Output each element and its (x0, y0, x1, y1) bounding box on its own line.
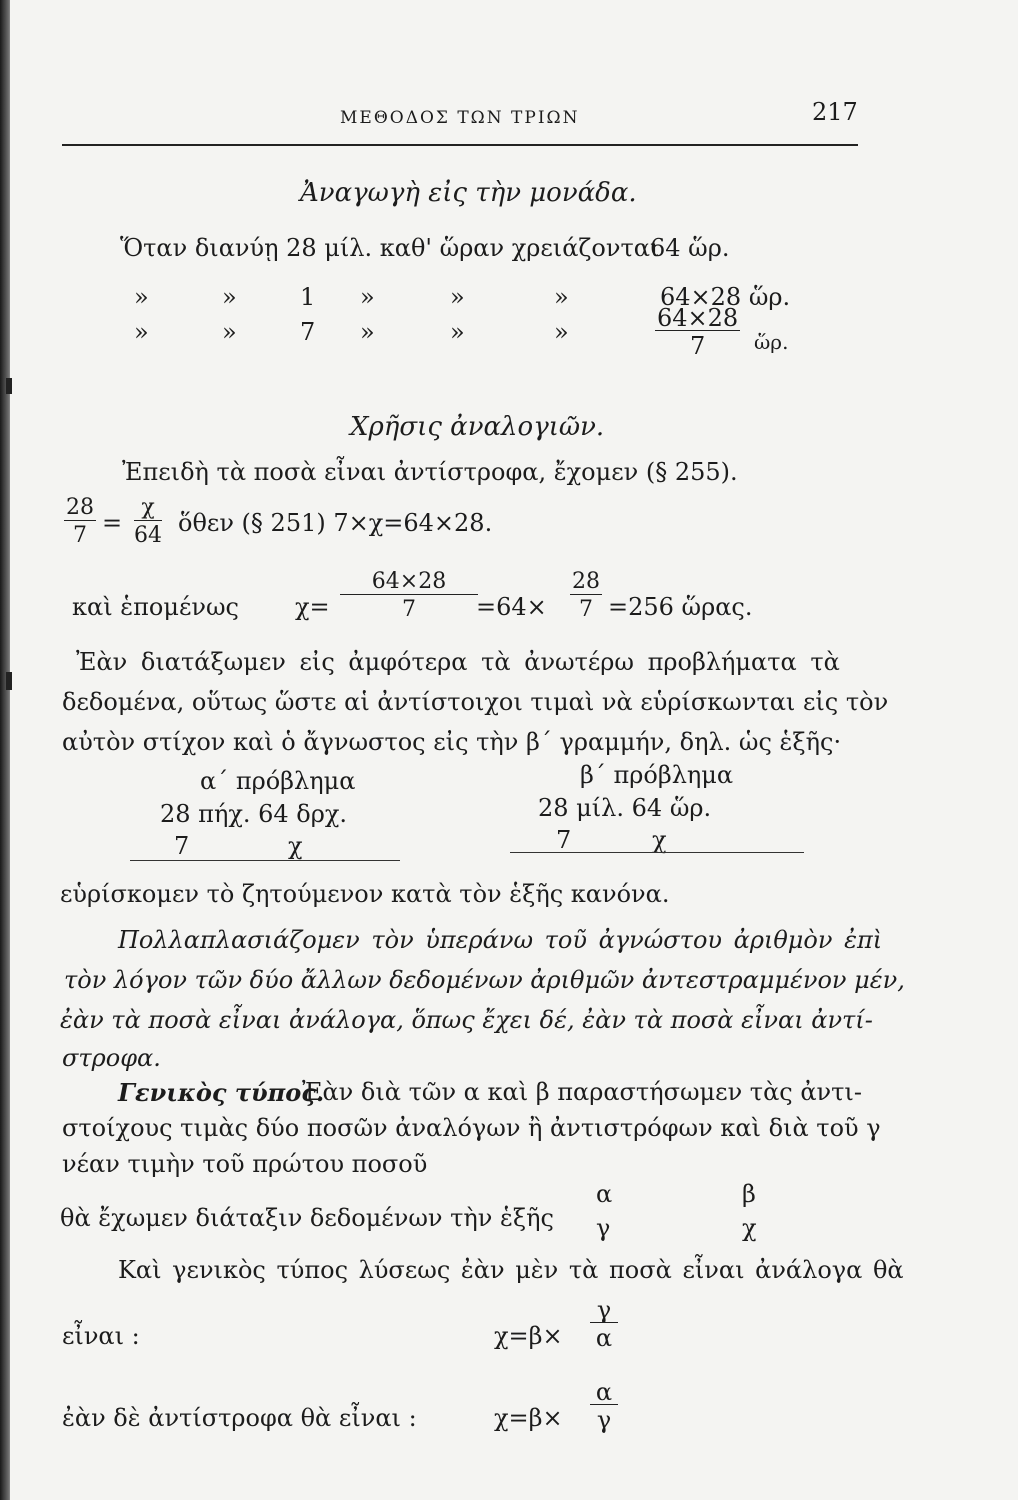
grid-x: χ (742, 1214, 757, 1242)
general-label: Γενικὸς τύπος. (118, 1078, 325, 1107)
eq2-mid: =64× (476, 593, 547, 621)
fraction-numerator: χ (141, 495, 155, 520)
fraction-numerator: 28 (66, 495, 94, 520)
eq2-label: καὶ ἑπομένως (72, 593, 239, 621)
ditto-mark: » (554, 283, 569, 311)
ditto-mark: » (222, 318, 237, 346)
formula2-label: ἐὰν δὲ ἀντίστροφα θὰ εἶναι : (62, 1404, 417, 1432)
header-rule (62, 144, 858, 146)
eq2-lhs: χ= (295, 593, 330, 621)
book-page (10, 0, 1018, 1500)
problem-b-n: 7 (556, 826, 572, 854)
eq1-equals: = (102, 509, 123, 537)
problem-b-x: χ (652, 826, 667, 854)
scan-mark (6, 378, 12, 394)
problem-a-x: χ (288, 832, 303, 860)
reduction-row2-value: 64×28 ὥρ. (660, 283, 791, 311)
ditto-mark: » (450, 283, 465, 311)
general-line1-rest: Ἐὰν διὰ τῶν α καὶ β παραστήσωμεν τὰς ἀντι- (302, 1078, 862, 1106)
grid-c: γ (596, 1214, 611, 1242)
eq1-rest: ὅθεν (§ 251) 7×χ=64×28. (178, 509, 493, 537)
fraction-numerator: 64×28 (657, 304, 739, 332)
ditto-mark: » (360, 283, 375, 311)
grid-a: α (596, 1180, 613, 1208)
ditto-mark: » (450, 318, 465, 346)
ditto-mark: » (134, 318, 149, 346)
eq2-result: =256 ὥρας. (608, 593, 753, 621)
eq1-left-fraction (64, 496, 96, 549)
formula2-fraction (590, 1380, 618, 1433)
eq2-fraction (340, 570, 478, 623)
paragraph1-line2: δεδομένα, οὕτως ὥστε αἱ ἀντίστοιχοι τιμαὶ νὰ εὑρίσκωνται εἰς τὸν (62, 688, 889, 716)
ditto-mark: » (134, 283, 149, 311)
proportions-intro: Ἐπειδὴ τὰ ποσὰ εἶναι ἀντίστροφα, ἔχομεν (§ 255). (122, 458, 738, 486)
solution-line: Καὶ γενικὸς τύπος λύσεως ἐὰν μὲν τὰ ποσὰ εἶναι ἀνάλογα θὰ (118, 1256, 904, 1284)
rule-line4: στροφα. (62, 1044, 161, 1072)
fraction-denominator: 7 (73, 523, 87, 548)
ditto-mark: » (222, 283, 237, 311)
scan-mark (6, 672, 12, 690)
rule-line2: τὸν λόγον τῶν δύο ἄλλων δεδομένων ἀριθμῶν ἀντεστραμμένον μέν, (64, 966, 905, 994)
section-heading-proportions: Χρῆσις ἀναλογιῶν. (350, 412, 605, 442)
problem-b-rule (510, 852, 804, 853)
reduction-row3-fraction (655, 306, 740, 359)
reduction-row3-number: 7 (300, 318, 316, 346)
ditto-mark: » (554, 318, 569, 346)
general-line3: νέαν τιμὴν τοῦ πρώτου ποσοῦ (62, 1150, 428, 1178)
running-head: ΜΕΘΟΔΟΣ ΤΩΝ ΤΡΙΩΝ (340, 108, 580, 128)
reduction-row1-text: Ὅταν διανύῃ 28 μίλ. καθ' ὥραν χρειάζονται (120, 234, 660, 262)
fraction-denominator: α (595, 1324, 613, 1352)
fraction-numerator: 28 (572, 569, 600, 594)
fraction-denominator: γ (596, 1406, 612, 1434)
problem-a-line1: 28 πήχ. 64 δρχ. (160, 800, 348, 828)
reduction-row1-value: 64 ὥρ. (650, 234, 730, 262)
fraction-numerator: 64×28 (371, 569, 447, 594)
paragraph1-line1: Ἐὰν διατάξωμεν εἰς ἀμφότερα τὰ ἀνωτέρω προβλήματα τὰ (76, 648, 840, 676)
rule-line1: Πολλαπλασιάζομεν τὸν ὑπεράνω τοῦ ἀγνώστου ἀριθμὸν ἐπὶ (118, 926, 883, 954)
reduction-row2-number: 1 (300, 283, 316, 311)
formula1-lhs: χ=β× (494, 1322, 563, 1350)
page-number: 217 (812, 98, 858, 126)
rule-line3: ἐὰν τὰ ποσὰ εἶναι ἀνάλογα, ὅπως ἔχει δέ, ἐὰν τὰ ποσὰ εἶναι ἀντί- (60, 1006, 873, 1034)
formula2-lhs: χ=β× (494, 1404, 563, 1432)
paragraph1-line3: αὐτὸν στίχον καὶ ὁ ἄγνωστος εἰς τὴν β΄ γραμμήν, δηλ. ὡς ἑξῆς· (62, 728, 842, 756)
eq1-right-fraction (134, 496, 162, 549)
fraction-denominator: 7 (689, 332, 706, 360)
problem-a-rule (130, 860, 400, 861)
fraction-denominator: 64 (134, 523, 162, 548)
problem-b-line1: 28 μίλ. 64 ὥρ. (538, 794, 712, 822)
problem-a-n: 7 (174, 832, 190, 860)
ditto-mark: » (360, 318, 375, 346)
fraction-denominator: 7 (402, 597, 416, 622)
grid-b: β (742, 1180, 756, 1208)
find-rule-text: εὑρίσκομεν τὸ ζητούμενον κατὰ τὸν ἑξῆς κανόνα. (60, 880, 670, 908)
arrangement-text: θὰ ἔχωμεν διάταξιν δεδομένων τὴν ἑξῆς (60, 1204, 554, 1232)
formula1-label: εἶναι : (62, 1322, 140, 1350)
eq2-fraction-2 (570, 570, 602, 623)
problem-a-title: α΄ πρόβλημα (200, 767, 356, 795)
general-line2: στοίχους τιμὰς δύο ποσῶν ἀναλόγων ἢ ἀντιστρόφων καὶ διὰ τοῦ γ (62, 1114, 881, 1142)
fraction-numerator: α (595, 1378, 613, 1406)
reduction-row3-unit: ὥρ. (754, 330, 789, 354)
fraction-denominator: 7 (579, 597, 593, 622)
formula1-fraction (590, 1298, 618, 1351)
problem-b-title: β΄ πρόβλημα (580, 761, 734, 789)
fraction-numerator: γ (596, 1296, 612, 1324)
section-heading-unit-reduction: Ἀναγωγὴ εἰς τὴν μονάδα. (300, 178, 637, 208)
